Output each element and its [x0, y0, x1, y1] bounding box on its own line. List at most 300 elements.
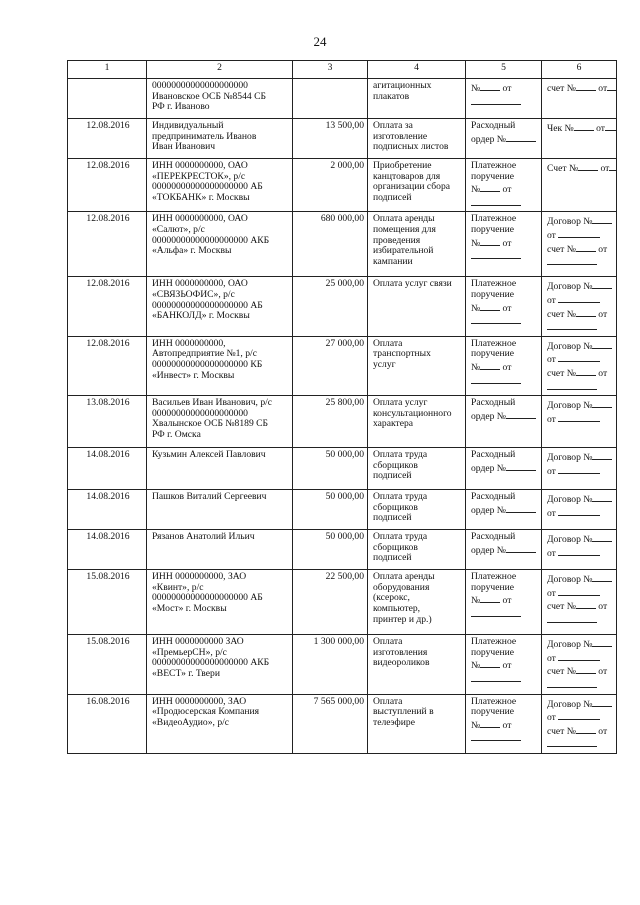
basis-date-line [547, 651, 613, 665]
basis-date-prefix: от [595, 243, 608, 255]
doc-type-line: поручение [471, 223, 515, 235]
recipient-cell [147, 694, 293, 753]
fill-blank [506, 461, 536, 471]
basis-document-cell [542, 336, 617, 395]
doc-date-prefix: от [500, 184, 512, 196]
basis-number-line [547, 161, 613, 175]
basis-document-cell [542, 212, 617, 277]
recipient-line: «СВЯЗЬОФИС», р/с [152, 288, 235, 300]
basis-document-cell [542, 570, 617, 635]
purpose-line: Оплата аренды [373, 213, 435, 225]
doc-number-prefix: № [471, 302, 481, 314]
purpose-line: подписей [373, 512, 412, 524]
fill-blank [592, 214, 612, 224]
recipient-line: ИНН 0000000000, ЗАО [152, 571, 247, 583]
amount-cell: 25 000,00 [293, 277, 368, 336]
doc-type-line: Платежное [471, 337, 517, 349]
doc-date-line [471, 374, 538, 388]
amount-cell: 13 500,00 [293, 119, 368, 159]
purpose-line: Оплата труда [373, 491, 428, 503]
doc-type-line [471, 132, 538, 146]
recipient-cell [147, 635, 293, 694]
date-cell: 14.08.2016 [68, 530, 147, 570]
basis-document-cell [542, 277, 617, 336]
basis-number-line [547, 279, 613, 293]
purpose-line: Приобретение [373, 160, 432, 171]
basis-number-line [547, 121, 613, 135]
doc-type-line: поручение [471, 348, 515, 360]
purpose-line: помещения для [373, 223, 436, 235]
basis-date-prefix: от [547, 294, 559, 306]
basis-extra-line [547, 366, 613, 380]
basis-type: счет № [547, 83, 576, 94]
doc-type-text: ордер № [471, 133, 506, 145]
recipient-cell [147, 570, 293, 635]
recipient-line: Пашков Виталий Сергеевич [152, 491, 267, 503]
purpose-line: подписных листов [373, 141, 449, 153]
doc-type-line: Расходный [471, 397, 516, 409]
doc-type-text: ордер № [471, 410, 506, 422]
basis-date-prefix: от [547, 354, 559, 366]
fill-blank [547, 255, 597, 265]
purpose-line: принтер и др.) [373, 613, 432, 625]
doc-type-line: Расходный [471, 120, 516, 131]
payment-document-cell [466, 530, 542, 570]
fill-blank [558, 710, 600, 720]
recipient-line: РФ г. Иваново [152, 101, 210, 113]
purpose-cell [368, 79, 466, 119]
basis-type: Счет № [547, 163, 579, 174]
doc-type-line: поручение [471, 581, 515, 593]
doc-number-line [471, 593, 538, 607]
doc-number-line [471, 81, 538, 95]
doc-number-prefix: № [471, 237, 481, 249]
basis-date-line [547, 380, 613, 394]
purpose-line: сборщиков [373, 501, 418, 513]
date-cell: 12.08.2016 [68, 212, 147, 277]
doc-date-line [471, 314, 538, 328]
amount-cell: 1 300 000,00 [293, 635, 368, 694]
fill-blank [592, 697, 612, 707]
doc-number-prefix: № [471, 184, 481, 196]
basis-date-line [547, 228, 613, 242]
table-row [68, 277, 617, 336]
payment-document-cell [466, 159, 542, 212]
fill-blank [480, 718, 500, 728]
date-cell: 12.08.2016 [68, 277, 147, 336]
recipient-line: «Альфа» г. Москвы [152, 245, 232, 257]
payment-document-cell [466, 79, 542, 119]
purpose-line: сборщиков [373, 459, 418, 471]
fill-blank [558, 352, 600, 362]
fill-blank [547, 678, 597, 688]
payment-document-cell [466, 570, 542, 635]
basis-number-line [547, 637, 613, 651]
fill-blank [576, 242, 596, 252]
basis-number-line [547, 398, 613, 412]
amount-cell: 50 000,00 [293, 448, 368, 490]
basis-type: Договор № [547, 698, 593, 710]
fill-blank [576, 81, 596, 91]
purpose-cell [368, 570, 466, 635]
fill-blank [576, 307, 596, 317]
basis-document-cell [542, 635, 617, 694]
doc-date-line [471, 672, 538, 686]
table-row [68, 635, 617, 694]
basis-extra: счет № [547, 367, 576, 379]
basis-document-cell [542, 79, 617, 119]
column-header: 4 [368, 61, 466, 79]
basis-number-line [547, 532, 613, 546]
basis-type: Договор № [547, 574, 593, 586]
table-row [68, 79, 617, 119]
recipient-line: ИНН 0000000000, ОАО [152, 160, 248, 171]
payment-document-cell [466, 635, 542, 694]
fill-blank [592, 492, 612, 502]
fill-blank [471, 196, 521, 206]
basis-date-line [547, 293, 613, 307]
basis-date-prefix: от [547, 465, 559, 477]
purpose-line: кампании [373, 255, 413, 267]
basis-date-prefix: от [547, 652, 559, 664]
recipient-line: «Салют», р/с [152, 223, 205, 235]
recipient-line: 00000000000000000000 АБ [152, 592, 263, 604]
date-cell: 13.08.2016 [68, 396, 147, 448]
fill-blank [471, 249, 521, 259]
recipient-line: РФ г. Омска [152, 428, 201, 440]
recipient-line: 00000000000000000000 [152, 407, 248, 419]
date-cell: 16.08.2016 [68, 694, 147, 753]
recipient-line: 00000000000000000000 АКБ [152, 234, 270, 246]
doc-type-line: Платежное [471, 636, 517, 648]
purpose-line: выступлений в [373, 706, 434, 718]
basis-extra: счет № [547, 243, 576, 255]
fill-blank [574, 121, 594, 131]
table-row [68, 694, 617, 753]
basis-date-prefix: от [547, 413, 559, 425]
basis-date-prefix: от [598, 163, 610, 174]
recipient-line: «ПЕРЕКРЕСТОК», р/с [152, 170, 246, 182]
purpose-cell [368, 159, 466, 212]
amount-cell [293, 79, 368, 119]
recipient-line: предприниматель Иванов [152, 130, 257, 142]
recipient-line: 00000000000000000000 АБ [152, 181, 263, 193]
fill-blank [607, 81, 616, 91]
expenditure-table [67, 60, 617, 754]
basis-number-line [547, 339, 613, 353]
purpose-cell [368, 490, 466, 530]
recipient-line: «ВЕСТ» г. Твери [152, 667, 220, 679]
purpose-line: канцтоваров для [373, 170, 441, 182]
purpose-cell [368, 119, 466, 159]
column-header: 5 [466, 61, 542, 79]
basis-date-line [547, 352, 613, 366]
payment-document-cell [466, 119, 542, 159]
purpose-line: плакатов [373, 90, 410, 102]
doc-number-prefix: № [471, 361, 481, 373]
fill-blank [471, 672, 521, 682]
doc-date-line [471, 196, 538, 210]
basis-date-prefix: от [595, 601, 608, 613]
basis-type: Договор № [547, 340, 593, 352]
basis-document-cell [542, 490, 617, 530]
fill-blank [605, 121, 617, 131]
fill-blank [609, 161, 616, 171]
purpose-cell [368, 396, 466, 448]
purpose-cell [368, 694, 466, 753]
fill-blank [558, 464, 600, 474]
amount-cell: 22 500,00 [293, 570, 368, 635]
amount-cell: 50 000,00 [293, 490, 368, 530]
doc-number-line [471, 301, 538, 315]
recipient-cell [147, 396, 293, 448]
doc-type-line: Платежное [471, 278, 517, 290]
payment-document-cell [466, 448, 542, 490]
fill-blank [547, 320, 597, 330]
purpose-line: Оплата услуг [373, 397, 428, 409]
recipient-cell [147, 336, 293, 395]
doc-number-prefix: № [471, 719, 481, 731]
basis-document-cell [542, 530, 617, 570]
fill-blank [471, 95, 521, 105]
basis-document-cell [542, 159, 617, 212]
fill-blank [578, 161, 598, 171]
purpose-line: (ксерокс, [373, 592, 410, 604]
basis-date-prefix: от [547, 712, 559, 724]
amount-cell: 7 565 000,00 [293, 694, 368, 753]
date-cell: 14.08.2016 [68, 448, 147, 490]
purpose-line: проведения [373, 234, 421, 246]
doc-date-prefix: от [500, 595, 512, 607]
basis-document-cell [542, 694, 617, 753]
doc-number-prefix: № [471, 595, 481, 607]
purpose-line: услуг [373, 358, 396, 370]
fill-blank [471, 314, 521, 324]
doc-type-line: Расходный [471, 531, 516, 543]
basis-date-line [547, 464, 613, 478]
doc-date-line [471, 249, 538, 263]
fill-blank [506, 409, 536, 419]
basis-extra-line [547, 664, 613, 678]
purpose-line: Оплата за [373, 120, 413, 131]
amount-cell: 25 800,00 [293, 396, 368, 448]
recipient-line: ИНН 0000000000, [152, 337, 226, 349]
fill-blank [547, 613, 597, 623]
basis-extra: счет № [547, 601, 576, 613]
date-cell: 12.08.2016 [68, 336, 147, 395]
basis-number-line [547, 492, 613, 506]
purpose-cell [368, 448, 466, 490]
table-row [68, 448, 617, 490]
purpose-line: организации сбора [373, 181, 451, 193]
basis-type: Чек № [547, 123, 574, 134]
basis-date-prefix: от [547, 587, 559, 599]
doc-type-line: поручение [471, 706, 515, 718]
recipient-cell [147, 119, 293, 159]
doc-number-line [471, 182, 538, 196]
fill-blank [576, 664, 596, 674]
basis-date-line [547, 320, 613, 334]
fill-blank [558, 293, 600, 303]
basis-document-cell [542, 448, 617, 490]
basis-date-line [547, 737, 613, 751]
purpose-line: агитационных [373, 80, 432, 91]
fill-blank [480, 81, 500, 91]
recipient-line: 00000000000000000000 [152, 80, 248, 91]
purpose-cell [368, 277, 466, 336]
recipient-line: 00000000000000000000 АКБ [152, 657, 270, 669]
fill-blank [506, 503, 536, 513]
doc-date-prefix: от [500, 660, 512, 672]
basis-date-prefix: от [547, 229, 559, 241]
recipient-line: ИНН 0000000000, ОАО [152, 213, 248, 225]
purpose-line: Оплата [373, 636, 403, 648]
column-header: 2 [147, 61, 293, 79]
table-row [68, 490, 617, 530]
basis-extra: счет № [547, 666, 576, 678]
fill-blank [592, 532, 612, 542]
fill-blank [592, 279, 612, 289]
basis-date-line [547, 613, 613, 627]
payment-document-cell [466, 277, 542, 336]
fill-blank [480, 360, 500, 370]
purpose-cell [368, 530, 466, 570]
basis-date-prefix: от [595, 725, 608, 737]
recipient-line: «БАНКОЛД» г. Москвы [152, 310, 250, 322]
recipient-line: ИНН 0000000000, ЗАО [152, 695, 247, 707]
recipient-line: «ТОКБАНК» г. Москвы [152, 191, 250, 203]
payment-document-cell [466, 212, 542, 277]
fill-blank [471, 731, 521, 741]
basis-number-line [547, 81, 613, 95]
doc-type-line: Расходный [471, 491, 516, 503]
recipient-cell [147, 448, 293, 490]
date-cell: 12.08.2016 [68, 119, 147, 159]
date-cell: 15.08.2016 [68, 570, 147, 635]
basis-extra-line [547, 599, 613, 613]
purpose-line: сборщиков [373, 541, 418, 553]
fill-blank [480, 182, 500, 192]
fill-blank [592, 339, 612, 349]
doc-type-text: ордер № [471, 544, 506, 556]
fill-blank [576, 599, 596, 609]
page-number: 24 [313, 34, 327, 49]
purpose-line: транспортных [373, 348, 431, 360]
table-row [68, 530, 617, 570]
fill-blank [558, 586, 600, 596]
fill-blank [558, 546, 600, 556]
purpose-line: телеэфире [373, 716, 415, 728]
purpose-line: Оплата труда [373, 449, 428, 461]
recipient-cell [147, 490, 293, 530]
basis-number-line [547, 214, 613, 228]
basis-document-cell [542, 119, 617, 159]
fill-blank [592, 572, 612, 582]
purpose-cell [368, 212, 466, 277]
amount-cell: 50 000,00 [293, 530, 368, 570]
doc-number-line [471, 718, 538, 732]
table-row [68, 159, 617, 212]
fill-blank [480, 236, 500, 246]
basis-date-line [547, 506, 613, 520]
purpose-line: оборудования [373, 581, 430, 593]
purpose-line: компьютер, [373, 602, 421, 614]
table-row [68, 212, 617, 277]
doc-type-text: ордер № [471, 462, 506, 474]
purpose-line: подписей [373, 191, 412, 203]
recipient-line: «Продюсерская Компания [152, 706, 260, 718]
payment-document-cell [466, 336, 542, 395]
basis-date-line [547, 710, 613, 724]
fill-blank [506, 132, 536, 142]
basis-type: Договор № [547, 534, 593, 546]
recipient-line: «ПремьерСН», р/с [152, 646, 227, 658]
recipient-line: Васильев Иван Иванович, р/с [152, 397, 273, 409]
recipient-cell [147, 79, 293, 119]
recipient-line: «ВидеоАудио», р/с [152, 716, 230, 728]
column-header: 1 [68, 61, 147, 79]
purpose-line: Оплата [373, 337, 403, 349]
basis-date-prefix: от [595, 83, 608, 94]
purpose-line: избирательной [373, 245, 434, 257]
recipient-line: 00000000000000000000 КБ [152, 358, 263, 370]
table-body [68, 79, 617, 754]
doc-type-line [471, 461, 538, 475]
doc-type-line: поручение [471, 170, 515, 182]
doc-date-prefix: от [500, 361, 512, 373]
doc-date-prefix: от [500, 302, 512, 314]
fill-blank [480, 593, 500, 603]
doc-type-line [471, 543, 538, 557]
basis-date-prefix: от [595, 367, 608, 379]
recipient-line: Автопредприятие №1, р/с [152, 348, 257, 360]
purpose-cell [368, 635, 466, 694]
doc-number-line [471, 236, 538, 250]
recipient-line: Индивидуальный [152, 120, 224, 131]
doc-number-prefix: № [471, 83, 481, 94]
purpose-line: Оплата [373, 695, 403, 707]
basis-date-prefix: от [547, 507, 559, 519]
column-header: 3 [293, 61, 368, 79]
doc-type-line: Расходный [471, 449, 516, 461]
purpose-line: Оплата аренды [373, 571, 435, 583]
basis-type: Договор № [547, 216, 593, 228]
basis-number-line [547, 450, 613, 464]
doc-date-prefix: от [500, 83, 512, 94]
basis-type: Договор № [547, 494, 593, 506]
basis-date-line [547, 546, 613, 560]
recipient-cell [147, 159, 293, 212]
doc-date-line [471, 95, 538, 109]
recipient-line: «Квинт», р/с [152, 581, 204, 593]
purpose-line: видеороликов [373, 657, 430, 669]
purpose-line: изготовление [373, 130, 428, 142]
basis-date-line [547, 678, 613, 692]
basis-type: Договор № [547, 281, 593, 293]
column-header: 6 [542, 61, 617, 79]
basis-date-prefix: от [547, 547, 559, 559]
basis-document-cell [542, 396, 617, 448]
table-row [68, 119, 617, 159]
amount-cell: 2 000,00 [293, 159, 368, 212]
payment-document-cell [466, 694, 542, 753]
fill-blank [592, 450, 612, 460]
date-cell [68, 79, 147, 119]
date-cell: 12.08.2016 [68, 159, 147, 212]
recipient-cell [147, 530, 293, 570]
fill-blank [576, 724, 596, 734]
purpose-line: подписей [373, 470, 412, 482]
